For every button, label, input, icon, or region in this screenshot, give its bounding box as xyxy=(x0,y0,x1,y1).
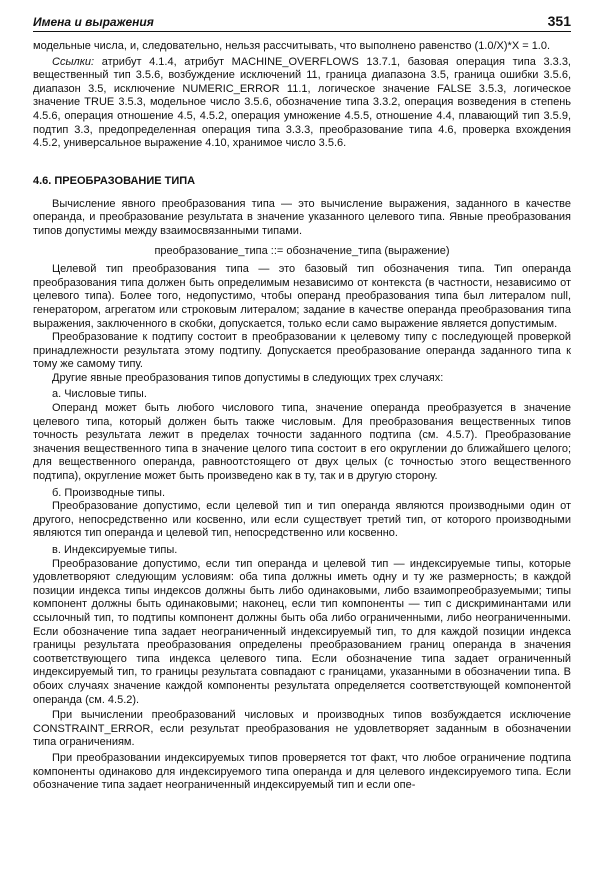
paragraph: При вычислении преобразований числовых и производных типов возбуждается исключение CONSTRAINT_ERROR, если результат преобразования не удовлетворяет заданным в обозначении типа ограничениям. xyxy=(33,709,571,749)
page-content xyxy=(33,40,571,793)
paragraph: Вычисление явного преобразования типа — это вычисление выражения, заданного в качестве операнда, и преобразование результата в значение указанного целевого типа. Явные преобразования типов допустимы между взаимосвязанными типами. xyxy=(33,197,571,237)
intro-paragraph: модельные числа, и, следовательно, нельзя рассчитывать, что выполнено равенство (1.0/X)*X = 1.0. xyxy=(33,40,551,52)
syntax-rule: преобразование_типа ::= обозначение_типа (выражение) xyxy=(154,244,450,257)
case-heading-c: в. Индексируемые типы. xyxy=(52,544,178,556)
paragraph: Операнд может быть любого числового типа, значение операнда преобразуется в значение целевого типа, который должен быть также числовым. Для преобразования вещественных типов точность результата лежит в пределах точности заданного подтипа (см. 4.5.7). Преобразование значения вещественного типа в значение целого типа состоит в его округлении до ближайшего целого; для вещественного операнда, равноотстоящего от двух целых (с точностью этого вещественного подтипа), округление может быть произведено как в ту, так и в другую сторону. xyxy=(33,402,571,483)
page-header xyxy=(33,10,571,32)
references-label: Ссылки: xyxy=(52,55,95,68)
paragraph: Преобразование к подтипу состоит в преобразовании к целевому типу с последующей проверкой принадлежности результата этому подтипу. Допускается преобразование операнда заданного типа к тому же самому типу. xyxy=(33,331,571,371)
references-text: атрибут 4.1.4, атрибут MACHINE_OVERFLOWS 13.7.1, базовая операция типа 3.3.3, вещественный тип 3.5.6, возбуждение исключений 11, граница диапазона 3.5, граница ошибки 3.5.6, диапазон 3.5, исключение NUMERIC_ERROR 11.1, логическое значение FALSE 3.5.3, логическое значение TRUE 3.5.3, модельное число 3.5.6, обозначение типа 3.3.2, операция возведения в степень 4.5.6, операция отношение 4.5, 4.5.2, операция умножение 4.5.5, отношение 4.4, плавающий тип 3.5.9, подтип 3.3, предопределенная операция типа 3.3.3, преобразование типа 4.6, проверка вхождения 4.5.2, универсальное выражение 4.10, хранимое число 3.5.6. xyxy=(33,55,571,150)
references-paragraph xyxy=(33,56,571,151)
header-rule xyxy=(33,31,571,32)
paragraph: Другие явные преобразования типов допустимы в следующих трех случаях: xyxy=(52,371,444,384)
running-title: Имена и выражения xyxy=(33,15,154,29)
paragraph: Преобразование допустимо, если тип операнда и целевой тип — индексируемые типы, которые удовлетворяют следующим условиям: оба типа должны иметь одну и ту же размерность; в каждой позиции индекса типы индексов должны быть либо одинаковыми, либо взаимопреобразуемыми; типы компонент должны быть одинаковыми; наконец, если тип компоненты — тип с дискриминантами или ссылочный тип, то подтипы компонент должны быть оба либо ограниченными, либо неограниченными. Если обозначение типа задает неограниченный индексируемый тип, то для каждой позиции индекса границы результата преобразования определены преобразованием границ операнда в значения соответствующего типа индекса целевого типа. Если обозначение типа задает ограниченный индексируемый тип, то границы результата совпадают с границами, указанными в обозначении типа. В обоих случаях значение каждой компоненты результата определяется соответствующей компонентой операнда (см. 4.5.2). xyxy=(33,557,571,706)
page-number: 351 xyxy=(547,13,571,29)
paragraph: Целевой тип преобразования типа — это базовый тип обозначения типа. Тип операнда преобразования типа должен быть определимым независимо от контекста (в частности, независимо от целевого типа). Более того, недопустимо, чтобы операнд преобразования типа был литералом null, генератором, агрегатом или строковым литералом; задание в качестве операнда преобразования типа выражения, заключенного в скобки, допускается, только если само выражение является допустимым. xyxy=(33,263,571,330)
case-heading-b: б. Производные типы. xyxy=(52,486,166,499)
paragraph: При преобразовании индексируемых типов проверяется тот факт, что любое ограничение подтипа компоненты одинаково для индексируемого типа операнда и для целевого индексируемого типа. Если обозначение типа задает неограниченный индексируемый тип и если опе- xyxy=(33,751,571,792)
case-heading-a: а. Числовые типы. xyxy=(52,388,147,401)
section-heading: 4.6. ПРЕОБРАЗОВАНИЕ ТИПА xyxy=(33,174,196,187)
paragraph: Преобразование допустимо, если целевой тип и тип операнда являются производными один от другого, непосредственно или косвенно, или если существует третий тип, от которого производными являются тип операнда и целевой тип, непосредственно или косвенно. xyxy=(33,500,571,540)
